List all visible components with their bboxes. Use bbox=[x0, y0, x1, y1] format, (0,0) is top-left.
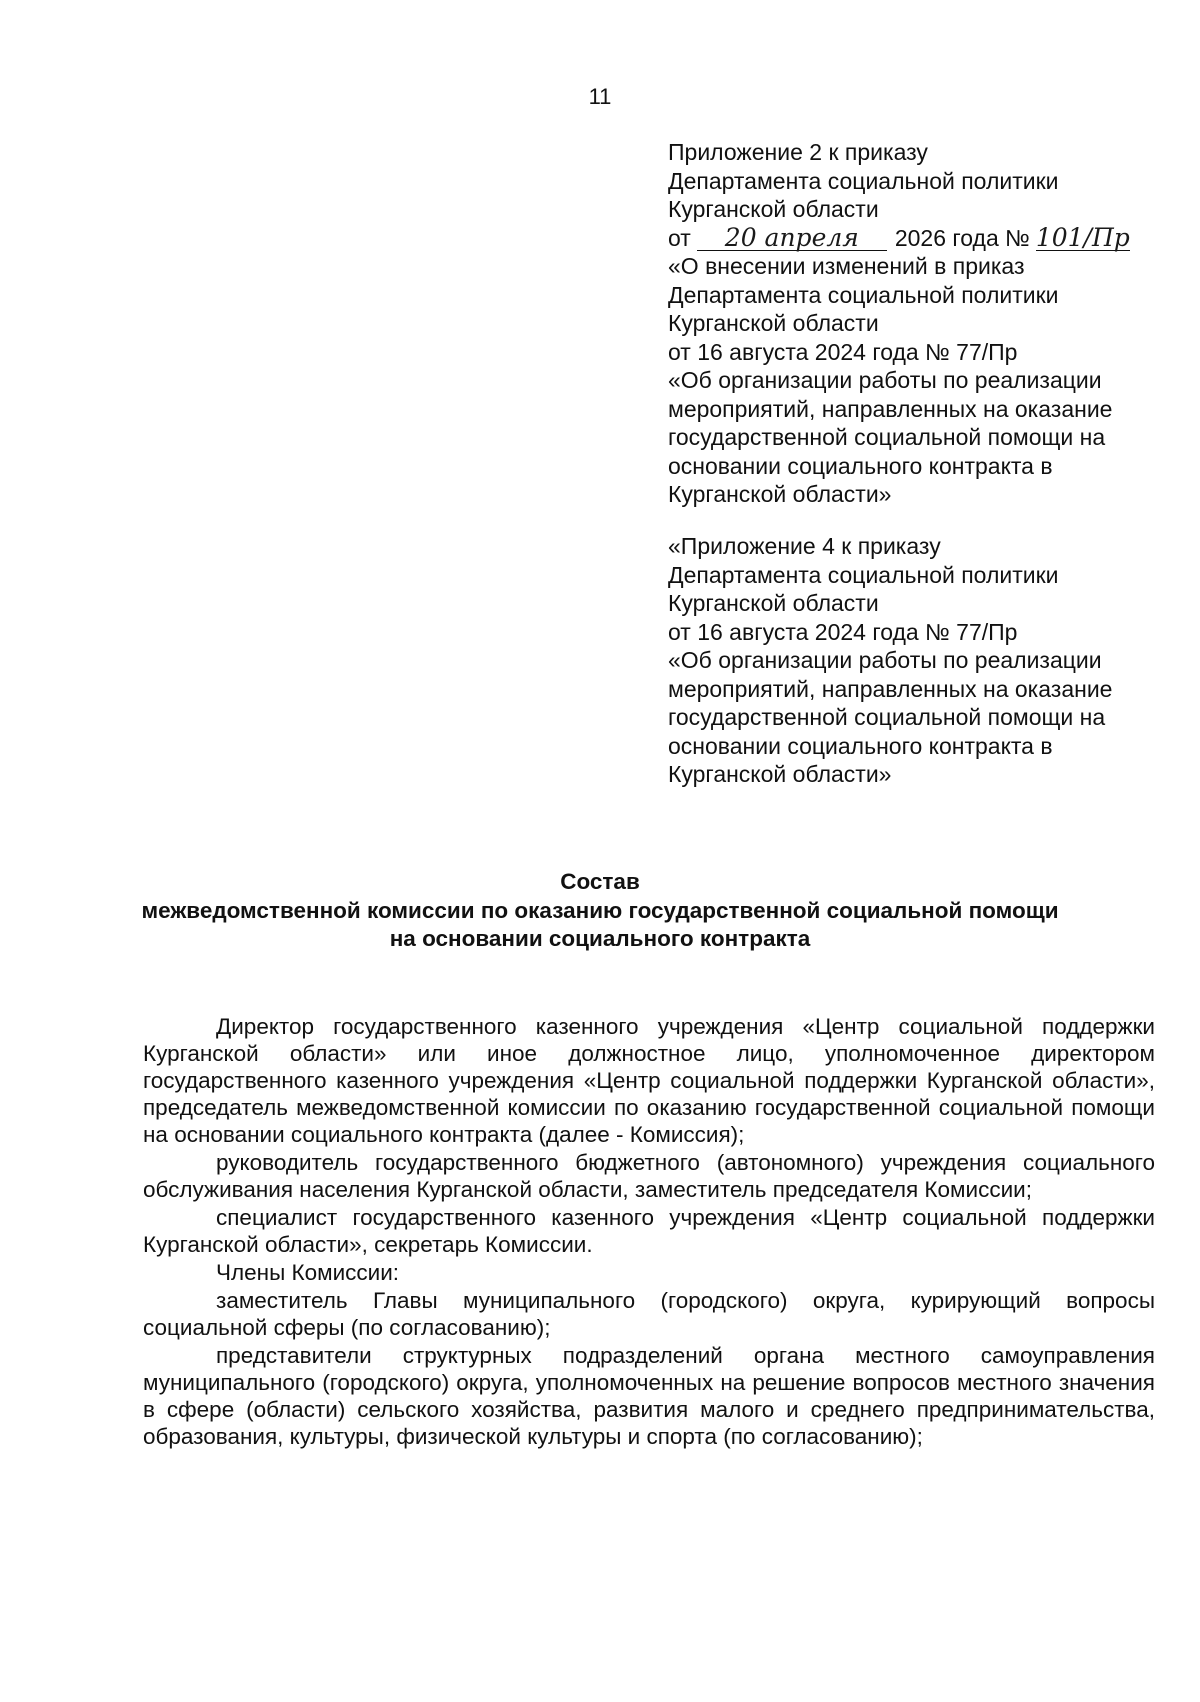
annex-line: Приложение 2 к приказу bbox=[668, 139, 928, 165]
annex-line: Курганской области» bbox=[668, 761, 892, 787]
annex-date-line bbox=[668, 224, 1168, 253]
annex-line: «Приложение 4 к приказу bbox=[668, 533, 941, 559]
handwritten-date: 20 апреля bbox=[697, 226, 887, 251]
annex-line: «Об организации работы по реализации bbox=[668, 647, 1102, 673]
annex-line: от 16 августа 2024 года № 77/Пр bbox=[668, 618, 1018, 645]
title-line: на основании социального контракта bbox=[389, 926, 811, 951]
annex-line: «Об организации работы по реализации bbox=[668, 367, 1102, 393]
handwritten-number: 101/Пр bbox=[1035, 222, 1130, 252]
paragraph-representatives: представители структурных подразделений органа местного самоуправления муниципального (городского) округа, уполномоченных на решение вопросов местного значения в сфере (области) сельского хозяйства, развития малого и среднего предпринимательства, образования, культуры, физической культуры и спорта (по согласованию); bbox=[143, 1343, 1155, 1449]
annex-line: Курганской области bbox=[668, 590, 879, 616]
paragraph-members-heading: Члены Комиссии: bbox=[216, 1260, 400, 1285]
annex-line: «О внесении изменений в приказ bbox=[668, 253, 1025, 279]
annex-line: Курганской области» bbox=[668, 481, 892, 507]
title-line: межведомственной комиссии по оказанию государственной социальной помощи bbox=[141, 897, 1059, 923]
previous-annex-header bbox=[668, 532, 1168, 789]
page-number: 11 bbox=[588, 84, 612, 109]
paragraph-deputy-head: заместитель Главы муниципального (городского) округа, курирующий вопросы социальной сферы (по согласованию); bbox=[143, 1288, 1155, 1340]
title-line: Состав bbox=[560, 869, 640, 894]
annex-line: Курганской области bbox=[668, 196, 879, 222]
annex-line: основании социального контракта в bbox=[668, 452, 1053, 479]
year-text: 2026 года № bbox=[894, 224, 1030, 251]
annex-line: государственной социальной помощи на bbox=[668, 704, 1106, 730]
annex-line: от 16 августа 2024 года № 77/Пр bbox=[668, 338, 1018, 365]
annex-line: мероприятий, направленных на оказание bbox=[668, 675, 1113, 702]
annex-header bbox=[668, 138, 1168, 509]
annex-line: Департамента социальной политики bbox=[668, 561, 1059, 588]
paragraph-deputy-chairman: руководитель государственного бюджетного (автономного) учреждения социального обслуживания населения Курганской области, заместитель председателя Комиссии; bbox=[143, 1150, 1155, 1202]
annex-line: основании социального контракта в bbox=[668, 732, 1053, 759]
annex-line: государственной социальной помощи на bbox=[668, 424, 1106, 450]
document-title bbox=[0, 868, 1200, 954]
document-body bbox=[143, 1013, 1155, 1451]
annex-line: Департамента социальной политики bbox=[668, 167, 1059, 194]
paragraph-chairman: Директор государственного казенного учреждения «Центр социальной поддержки Курганской области» или иное должностное лицо, уполномоченное директором государственного казенного учреждения «Центр социальной поддержки Курганской области», председатель межведомственной комиссии по оказанию государственной социальной помощи на основании социального контракта (далее - Комиссия); bbox=[143, 1014, 1155, 1147]
annex-line: Курганской области bbox=[668, 310, 879, 336]
annex-line: мероприятий, направленных на оказание bbox=[668, 395, 1113, 422]
paragraph-secretary: специалист государственного казенного учреждения «Центр социальной поддержки Курганской области», секретарь Комиссии. bbox=[143, 1205, 1155, 1257]
date-prefix: от bbox=[668, 224, 691, 251]
annex-line: Департамента социальной политики bbox=[668, 281, 1059, 308]
